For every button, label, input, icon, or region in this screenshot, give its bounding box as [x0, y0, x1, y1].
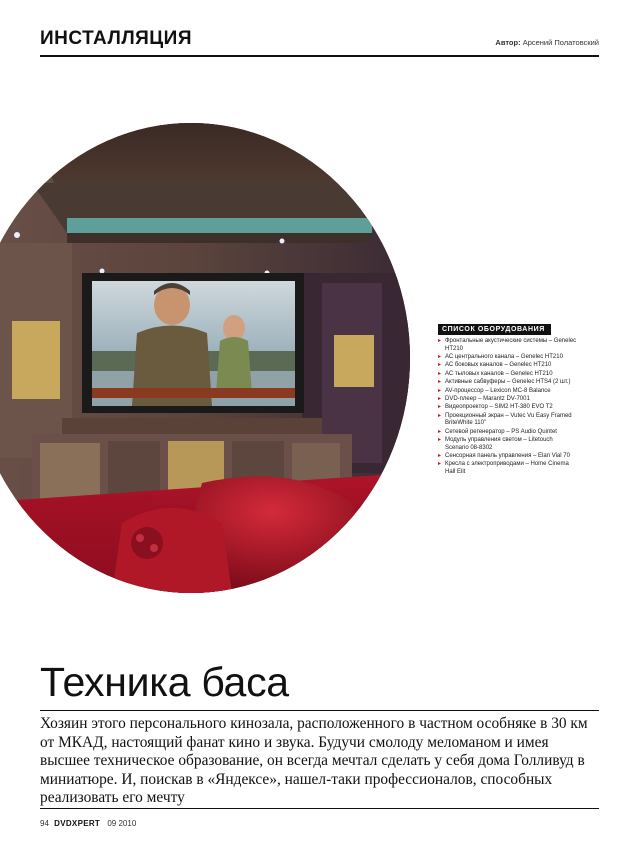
page-number: 94	[40, 819, 49, 828]
equipment-item: ▸ Проекционный экран – Vutec Vu Easy Framed BriteWhite 110"	[438, 413, 578, 428]
equipment-item: ▸ Сенсорная панель управления – Elan Vial 70	[438, 453, 578, 461]
footer-divider	[40, 808, 599, 809]
equipment-item: ▸ АС центрального канала – Genelec HT210	[438, 354, 578, 362]
equipment-item: ▸ Активные сабвуферы – Genelec HTS4 (2 шт.)	[438, 379, 578, 387]
author-name: Арсений Полатовский	[522, 38, 599, 47]
equipment-item: ▸ Сетевой регенератор – PS Audio Quintet	[438, 429, 578, 437]
home-theater-photo	[0, 123, 410, 593]
section-title: ИНСТАЛЛЯЦИЯ	[40, 28, 192, 49]
equipment-item: ▸ Видеопроектор – SIM2 HT-380 EVO T2	[438, 404, 578, 412]
top-divider	[40, 55, 599, 57]
author-credit	[495, 38, 599, 47]
equipment-list-title: СПИСОК ОБОРУДОВАНИЯ	[438, 324, 551, 335]
equipment-item: ▸ Кресла с электроприводами – Home Cinema Hall Elit	[438, 461, 578, 476]
article-lead: Хозяин этого персонального кинозала, расположенного в частном особняке в 30 км от МКАД, настоящий фанат кино и звука. Будучи смолоду меломаном и имея высшее техническое образование, он всегда мечтал сделать у себя дома Голливуд в миниатюре. И, поискав в «Яндексе», нашел-таки профессионалов, способных реализовать его мечту	[40, 715, 588, 807]
issue-date: 09 2010	[107, 819, 137, 828]
equipment-item: ▸ Фронтальные акустические системы – Genelec HT210	[438, 338, 578, 353]
equipment-item: ▸ АС тыловых каналов – Genelec HT210	[438, 371, 578, 379]
headline-divider	[40, 710, 599, 711]
equipment-item: ▸ АС боковых каналов – Genelec HT210	[438, 362, 578, 370]
equipment-item: ▸ DVD-плеер – Marantz DV-7001	[438, 396, 578, 404]
equipment-list	[438, 338, 578, 477]
magazine-name: DVDXPERT	[54, 819, 101, 828]
theater-illustration	[0, 123, 410, 593]
page-footer	[40, 819, 136, 828]
equipment-item: ▸ AV-процессор – Lexicon MC-8 Balance	[438, 388, 578, 396]
article-headline: Техника баса	[40, 659, 289, 705]
equipment-item: ▸ Модуль управления светом – Litetouch Scenario 08-8302	[438, 437, 578, 452]
equipment-list-panel	[438, 318, 578, 477]
author-label: Автор:	[495, 38, 521, 47]
